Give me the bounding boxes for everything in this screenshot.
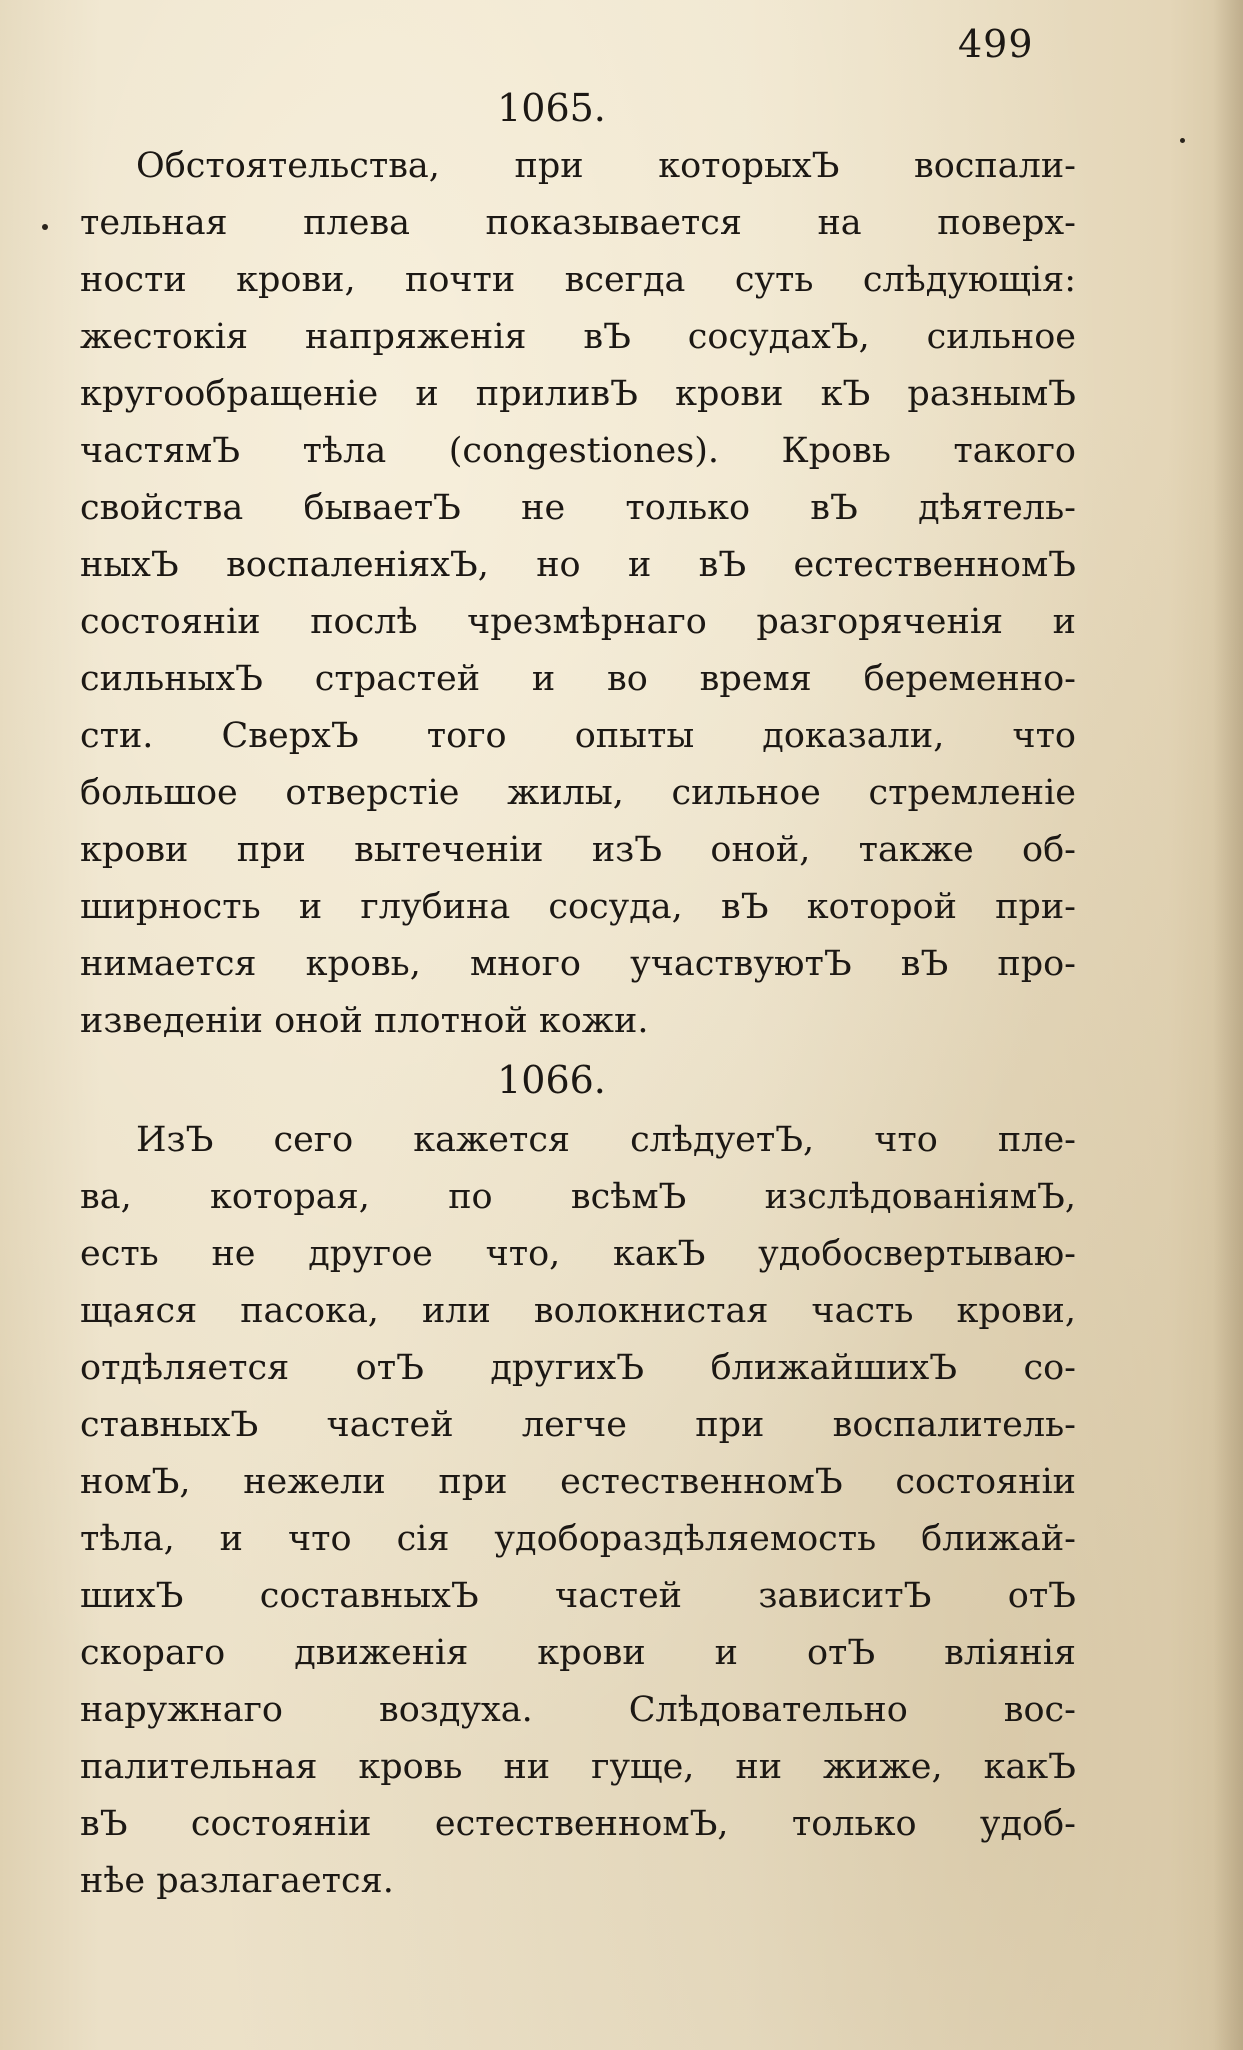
text-line: ности крови, почти всегда суть слѣдующія: bbox=[80, 260, 1076, 300]
text-line: частямЪ тѣла (congestiones). Кровь такого bbox=[80, 431, 1076, 471]
text-line: свойства бываетЪ не только вЪ дѣятель- bbox=[80, 488, 1076, 528]
text-line: палительная кровь ни гуще, ни жиже, какЪ bbox=[80, 1747, 1076, 1787]
text-line: жестокія напряженія вЪ сосудахЪ, сильное bbox=[80, 317, 1076, 357]
text-line: шихЪ составныхЪ частей зависитЪ отЪ bbox=[80, 1576, 1076, 1616]
section-paragraph bbox=[80, 1112, 1076, 1910]
section-number: 1065. bbox=[497, 86, 606, 130]
text-line: номЪ, нежели при естественномЪ состояніи bbox=[80, 1462, 1076, 1502]
text-line: сильныхЪ страстей и во время беременно- bbox=[80, 659, 1076, 699]
text-line: наружнаго воздуха. Слѣдовательно вос- bbox=[80, 1690, 1076, 1730]
text-line: отдѣляется отЪ другихЪ ближайшихЪ со- bbox=[80, 1348, 1076, 1388]
text-line: Обстоятельства, при которыхЪ воспали- bbox=[136, 146, 1076, 186]
text-line: крови при вытеченіи изЪ оной, также об- bbox=[80, 830, 1076, 870]
ink-speck bbox=[1180, 138, 1185, 143]
text-line: ва, которая, по всѣмЪ изслѣдованіямЪ, bbox=[80, 1177, 1076, 1217]
text-line: ныхЪ воспаленіяхЪ, но и вЪ естественномЪ bbox=[80, 545, 1076, 585]
text-line: кругообращеніе и приливЪ крови кЪ разнымЪ bbox=[80, 374, 1076, 414]
text-line: тѣла, и что сія удобораздѣляемость ближай- bbox=[80, 1519, 1076, 1559]
text-line: вЪ состояніи естественномЪ, только удоб- bbox=[80, 1804, 1076, 1844]
text-line: изведеніи оной плотной кожи. bbox=[80, 1001, 649, 1041]
text-line: нимается кровь, много участвуютЪ вЪ про- bbox=[80, 944, 1076, 984]
page-number: 499 bbox=[958, 22, 1034, 66]
section-number: 1066. bbox=[497, 1058, 606, 1102]
section-paragraph bbox=[80, 138, 1076, 1050]
text-line: большое отверстіе жилы, сильное стремленіе bbox=[80, 773, 1076, 813]
text-line: нѣе разлагается. bbox=[80, 1861, 394, 1901]
text-line: скораго движенія крови и отЪ вліянія bbox=[80, 1633, 1076, 1673]
page-edge-shadow bbox=[1213, 0, 1243, 2050]
text-line: ИзЪ сего кажется слѣдуетЪ, что пле- bbox=[136, 1120, 1076, 1160]
text-line: ширность и глубина сосуда, вЪ которой при- bbox=[80, 887, 1076, 927]
text-line: щаяся пасока, или волокнистая часть крови, bbox=[80, 1291, 1076, 1331]
text-line: есть не другое что, какЪ удобосвертываю- bbox=[80, 1234, 1076, 1274]
text-line: тельная плева показывается на поверх- bbox=[80, 203, 1076, 243]
text-line: сти. СверхЪ того опыты доказали, что bbox=[80, 716, 1076, 756]
text-line: ставныхЪ частей легче при воспалитель- bbox=[80, 1405, 1076, 1445]
ink-speck bbox=[42, 224, 48, 230]
text-line: состояніи послѣ чрезмѣрнаго разгоряченія и bbox=[80, 602, 1076, 642]
